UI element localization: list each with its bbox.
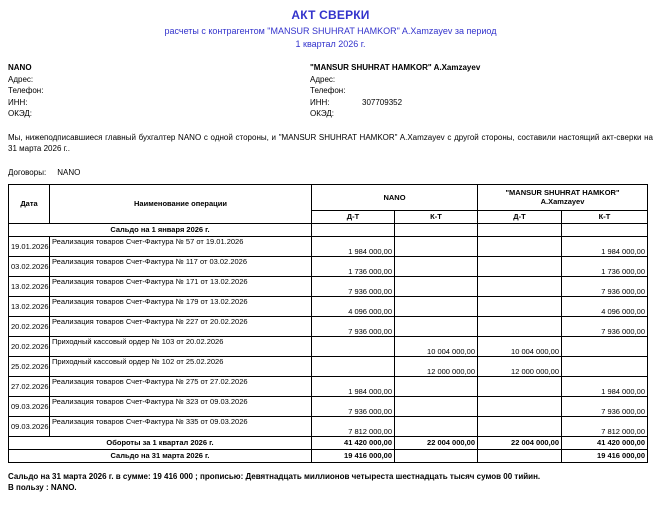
turnover-label: Обороты за 1 квартал 2026 г. [9, 436, 312, 449]
party-left-name: NANO [8, 63, 32, 72]
row-operation: Реализация товаров Счет-Фактура № 57 от 19.01.2026 [50, 236, 312, 256]
row-operation: Реализация товаров Счет-Фактура № 227 от 20.02.2026 [50, 316, 312, 336]
footer-balance-in-words: Сальдо на 31 марта 2026 г. в сумме: 19 416 000 ; прописью: Девятнадцать миллионов четыреста шестнадцать тысяч сумов 00 тийин. [8, 471, 541, 481]
partner-group-line-2: A.Xamzayev [540, 197, 585, 206]
row-amount-nano-kt [395, 236, 478, 256]
address-label: Адрес: [8, 74, 34, 84]
column-header-date: Дата [9, 184, 50, 223]
turnover-partner-kt: 41 420 000,00 [562, 436, 648, 449]
row-operation: Реализация товаров Счет-Фактура № 179 от 13.02.2026 [50, 296, 312, 316]
reconciliation-table [8, 184, 648, 463]
row-date: 27.02.2026 [9, 376, 50, 396]
table-row [9, 236, 648, 256]
opening-balance-section [9, 223, 648, 236]
opening-nano-dt [312, 223, 395, 236]
row-amount-partner-dt [478, 256, 562, 276]
column-header-partner-credit: К-Т [562, 210, 648, 223]
table-row [9, 336, 648, 356]
table-row [9, 416, 648, 436]
inn-value: 307709352 [362, 97, 403, 107]
row-amount-partner-dt [478, 276, 562, 296]
subtitle-line-2: 1 квартал 2026 г. [295, 39, 366, 49]
inn-label: ИНН: [8, 97, 28, 107]
closing-balance-row [9, 449, 648, 462]
document-subtitle [8, 25, 653, 51]
row-operation: Приходный кассовый ордер № 103 от 20.02.2026 [50, 336, 312, 356]
opening-balance-label: Сальдо на 1 января 2026 г. [9, 223, 312, 236]
parties-section [8, 62, 653, 120]
row-amount-partner-kt: 7 936 000,00 [562, 276, 648, 296]
party-right-oked [310, 108, 653, 120]
row-operation: Приходный кассовый ордер № 102 от 25.02.2026 [50, 356, 312, 376]
row-amount-partner-kt: 4 096 000,00 [562, 296, 648, 316]
row-amount-nano-kt [395, 296, 478, 316]
row-amount-partner-dt [478, 316, 562, 336]
row-amount-partner-kt: 1 736 000,00 [562, 256, 648, 276]
title-block [8, 8, 653, 51]
row-amount-nano-kt: 10 004 000,00 [395, 336, 478, 356]
row-amount-nano-dt: 7 936 000,00 [312, 316, 395, 336]
inn-label: ИНН: [310, 97, 330, 107]
opening-partner-kt [562, 223, 648, 236]
contracts-line [8, 168, 653, 177]
address-label: Адрес: [310, 74, 336, 84]
party-left-phone [8, 85, 310, 97]
phone-label: Телефон: [8, 86, 44, 95]
row-operation: Реализация товаров Счет-Фактура № 335 от 09.03.2026 [50, 416, 312, 436]
party-left-oked [8, 108, 310, 120]
table-row [9, 356, 648, 376]
column-group-nano: NANO [312, 184, 478, 210]
row-amount-partner-kt [562, 336, 648, 356]
row-operation: Реализация товаров Счет-Фактура № 117 от 03.02.2026 [50, 256, 312, 276]
party-left [8, 62, 310, 120]
row-amount-nano-dt [312, 336, 395, 356]
row-amount-nano-kt [395, 416, 478, 436]
party-right [310, 62, 653, 120]
row-amount-nano-kt: 12 000 000,00 [395, 356, 478, 376]
row-operation: Реализация товаров Счет-Фактура № 171 от 13.02.2026 [50, 276, 312, 296]
row-date: 13.02.2026 [9, 296, 50, 316]
closing-nano-kt [395, 449, 478, 462]
footer-summary [8, 471, 653, 494]
column-header-partner-debit: Д-Т [478, 210, 562, 223]
column-group-partner [478, 184, 648, 210]
row-amount-nano-kt [395, 256, 478, 276]
party-right-phone [310, 85, 653, 97]
subtitle-line-1: расчеты с контрагентом "MANSUR SHUHRAT HAMKOR" A.Xamzayev за период [164, 26, 497, 36]
turnover-nano-kt: 22 004 000,00 [395, 436, 478, 449]
totals-section [9, 436, 648, 462]
oked-label: ОКЭД: [310, 109, 335, 118]
row-operation: Реализация товаров Счет-Фактура № 275 от 27.02.2026 [50, 376, 312, 396]
row-date: 09.03.2026 [9, 396, 50, 416]
row-amount-partner-dt [478, 416, 562, 436]
column-header-operation: Наименование операции [50, 184, 312, 223]
row-amount-partner-kt: 7 936 000,00 [562, 316, 648, 336]
row-amount-partner-dt: 12 000 000,00 [478, 356, 562, 376]
row-amount-partner-dt [478, 376, 562, 396]
partner-group-line-1: "MANSUR SHUHRAT HAMKOR" [505, 188, 620, 197]
header-group-row [9, 184, 648, 210]
row-date: 03.02.2026 [9, 256, 50, 276]
row-date: 25.02.2026 [9, 356, 50, 376]
closing-partner-kt: 19 416 000,00 [562, 449, 648, 462]
turnover-nano-dt: 41 420 000,00 [312, 436, 395, 449]
turnover-row [9, 436, 648, 449]
table-row [9, 316, 648, 336]
table-row [9, 256, 648, 276]
footer-in-favor-of: В пользу : NANO. [8, 483, 77, 492]
row-amount-partner-dt [478, 236, 562, 256]
closing-partner-dt [478, 449, 562, 462]
row-date: 09.03.2026 [9, 416, 50, 436]
column-header-nano-debit: Д-Т [312, 210, 395, 223]
row-amount-partner-dt: 10 004 000,00 [478, 336, 562, 356]
party-left-address [8, 74, 310, 86]
row-amount-nano-kt [395, 376, 478, 396]
row-amount-nano-dt: 7 936 000,00 [312, 276, 395, 296]
row-amount-partner-kt: 1 984 000,00 [562, 236, 648, 256]
party-right-address [310, 74, 653, 86]
party-left-inn [8, 97, 310, 109]
row-amount-nano-dt: 7 936 000,00 [312, 396, 395, 416]
opening-nano-kt [395, 223, 478, 236]
table-rows [9, 236, 648, 436]
row-amount-partner-kt: 7 936 000,00 [562, 396, 648, 416]
row-operation: Реализация товаров Счет-Фактура № 323 от 09.03.2026 [50, 396, 312, 416]
row-amount-partner-kt: 7 812 000,00 [562, 416, 648, 436]
table-row [9, 276, 648, 296]
closing-nano-dt: 19 416 000,00 [312, 449, 395, 462]
table-row [9, 296, 648, 316]
row-amount-nano-dt: 7 812 000,00 [312, 416, 395, 436]
table-row [9, 396, 648, 416]
row-amount-nano-dt [312, 356, 395, 376]
row-amount-partner-kt [562, 356, 648, 376]
contracts-label: Договоры: [8, 167, 47, 177]
row-amount-partner-dt [478, 296, 562, 316]
row-amount-nano-kt [395, 396, 478, 416]
column-header-nano-credit: К-Т [395, 210, 478, 223]
row-amount-partner-kt: 1 984 000,00 [562, 376, 648, 396]
row-amount-nano-dt: 1 736 000,00 [312, 256, 395, 276]
party-right-inn [310, 97, 653, 109]
row-amount-nano-dt: 1 984 000,00 [312, 376, 395, 396]
oked-label: ОКЭД: [8, 109, 33, 118]
row-amount-partner-dt [478, 396, 562, 416]
table-row [9, 376, 648, 396]
row-date: 20.02.2026 [9, 336, 50, 356]
row-amount-nano-kt [395, 276, 478, 296]
opening-partner-dt [478, 223, 562, 236]
contracts-value: NANO [57, 167, 81, 177]
row-amount-nano-kt [395, 316, 478, 336]
document-title: АКТ СВЕРКИ [291, 8, 370, 22]
closing-balance-label: Сальдо на 31 марта 2026 г. [9, 449, 312, 462]
preamble-text: Мы, нижеподписавшиеся главный бухгалтер NANO с одной стороны, и "MANSUR SHUHRAT HAMKOR" A.Xamzayev с другой стороны, составили настоящий акт-сверки на 31 марта 2026 г.. [8, 132, 653, 153]
row-date: 20.02.2026 [9, 316, 50, 336]
turnover-partner-dt: 22 004 000,00 [478, 436, 562, 449]
table-header [9, 184, 648, 223]
row-amount-nano-dt: 4 096 000,00 [312, 296, 395, 316]
phone-label: Телефон: [310, 86, 346, 95]
party-right-name: "MANSUR SHUHRAT HAMKOR" A.Xamzayev [310, 63, 481, 72]
opening-balance-row [9, 223, 648, 236]
row-date: 19.01.2026 [9, 236, 50, 256]
row-amount-nano-dt: 1 984 000,00 [312, 236, 395, 256]
row-date: 13.02.2026 [9, 276, 50, 296]
